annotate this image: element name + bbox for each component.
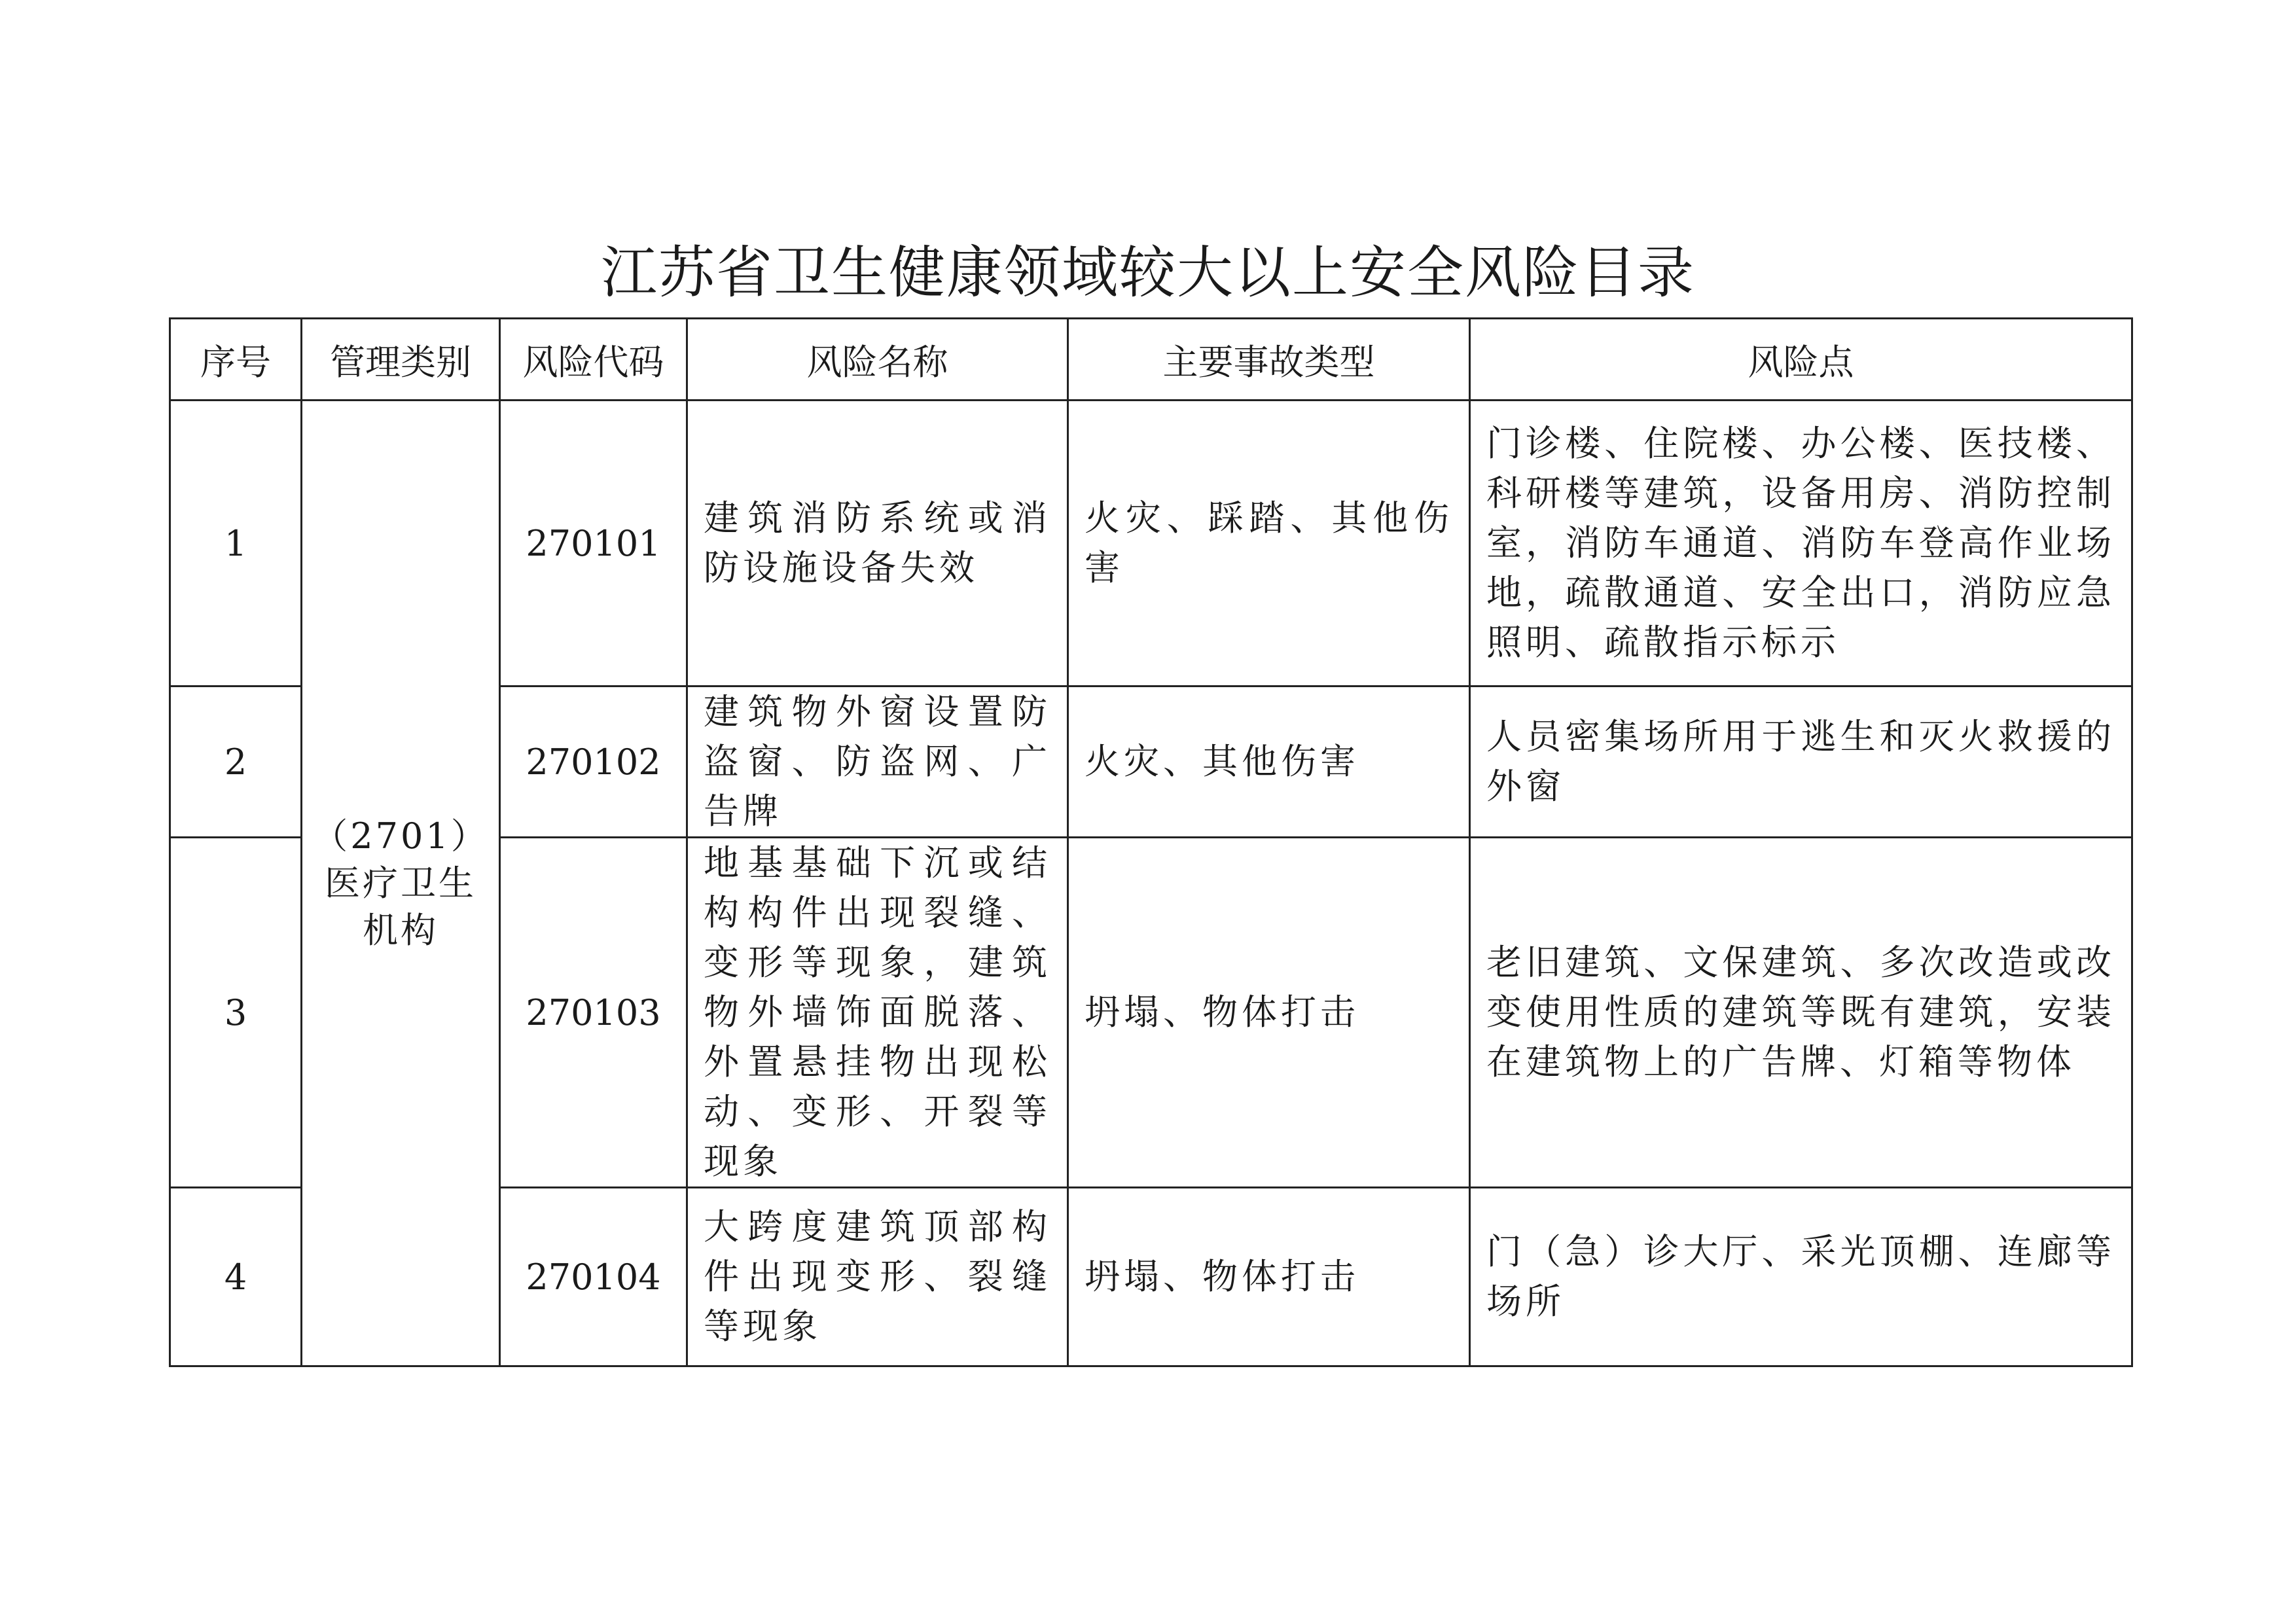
row-seq: 2 — [170, 687, 302, 838]
risk-catalog-table — [169, 317, 2133, 1367]
row-risk-points: 老旧建筑、文保建筑、多次改造或改变使用性质的建筑等既有建筑，安装在建筑物上的广告牌、灯箱等物体 — [1470, 838, 2132, 1188]
row-seq: 3 — [170, 838, 302, 1188]
row-accident-type: 坍塌、物体打击 — [1068, 1188, 1470, 1366]
row-code: 270104 — [500, 1188, 687, 1366]
row-risk-points: 门诊楼、住院楼、办公楼、医技楼、科研楼等建筑，设备用房、消防控制室，消防车通道、消防车登高作业场地，疏散通道、安全出口，消防应急照明、疏散指示标示 — [1470, 401, 2132, 687]
row-seq: 4 — [170, 1188, 302, 1366]
table-row — [170, 401, 2132, 687]
header-seq: 序号 — [170, 319, 302, 401]
page-title: 江苏省卫生健康领域较大以上安全风险目录 — [601, 240, 1695, 306]
row-code: 270103 — [500, 838, 687, 1188]
row-risk-points: 门（急）诊大厅、采光顶棚、连廊等场所 — [1470, 1188, 2132, 1366]
header-code: 风险代码 — [500, 319, 687, 401]
row-risk-name: 建筑物外窗设置防盗窗、防盗网、广告牌 — [687, 687, 1068, 838]
category-code: （2701） — [312, 815, 489, 857]
category-name-line2: 机构 — [363, 909, 439, 951]
row-risk-name: 地基基础下沉或结构构件出现裂缝、变形等现象，建筑物外墙饰面脱落、外置悬挂物出现松动、变形、开裂等现象 — [687, 838, 1068, 1188]
table-header-row — [170, 319, 2132, 401]
row-risk-name: 大跨度建筑顶部构件出现变形、裂缝等现象 — [687, 1188, 1068, 1366]
row-risk-points: 人员密集场所用于逃生和灭火救援的外窗 — [1470, 687, 2132, 838]
row-seq: 1 — [170, 401, 302, 687]
header-accident: 主要事故类型 — [1068, 319, 1470, 401]
row-accident-type: 火灾、其他伤害 — [1068, 687, 1470, 838]
header-name: 风险名称 — [687, 319, 1068, 401]
header-category: 管理类别 — [302, 319, 500, 401]
row-code: 270102 — [500, 687, 687, 838]
row-accident-type: 火灾、踩踏、其他伤害 — [1068, 401, 1470, 687]
row-accident-type: 坍塌、物体打击 — [1068, 838, 1470, 1188]
header-points: 风险点 — [1470, 319, 2132, 401]
category-name-line1: 医疗卫生 — [325, 862, 476, 904]
row-risk-name: 建筑消防系统或消防设施设备失效 — [687, 401, 1068, 687]
category-cell — [302, 401, 500, 1366]
row-code: 270101 — [500, 401, 687, 687]
